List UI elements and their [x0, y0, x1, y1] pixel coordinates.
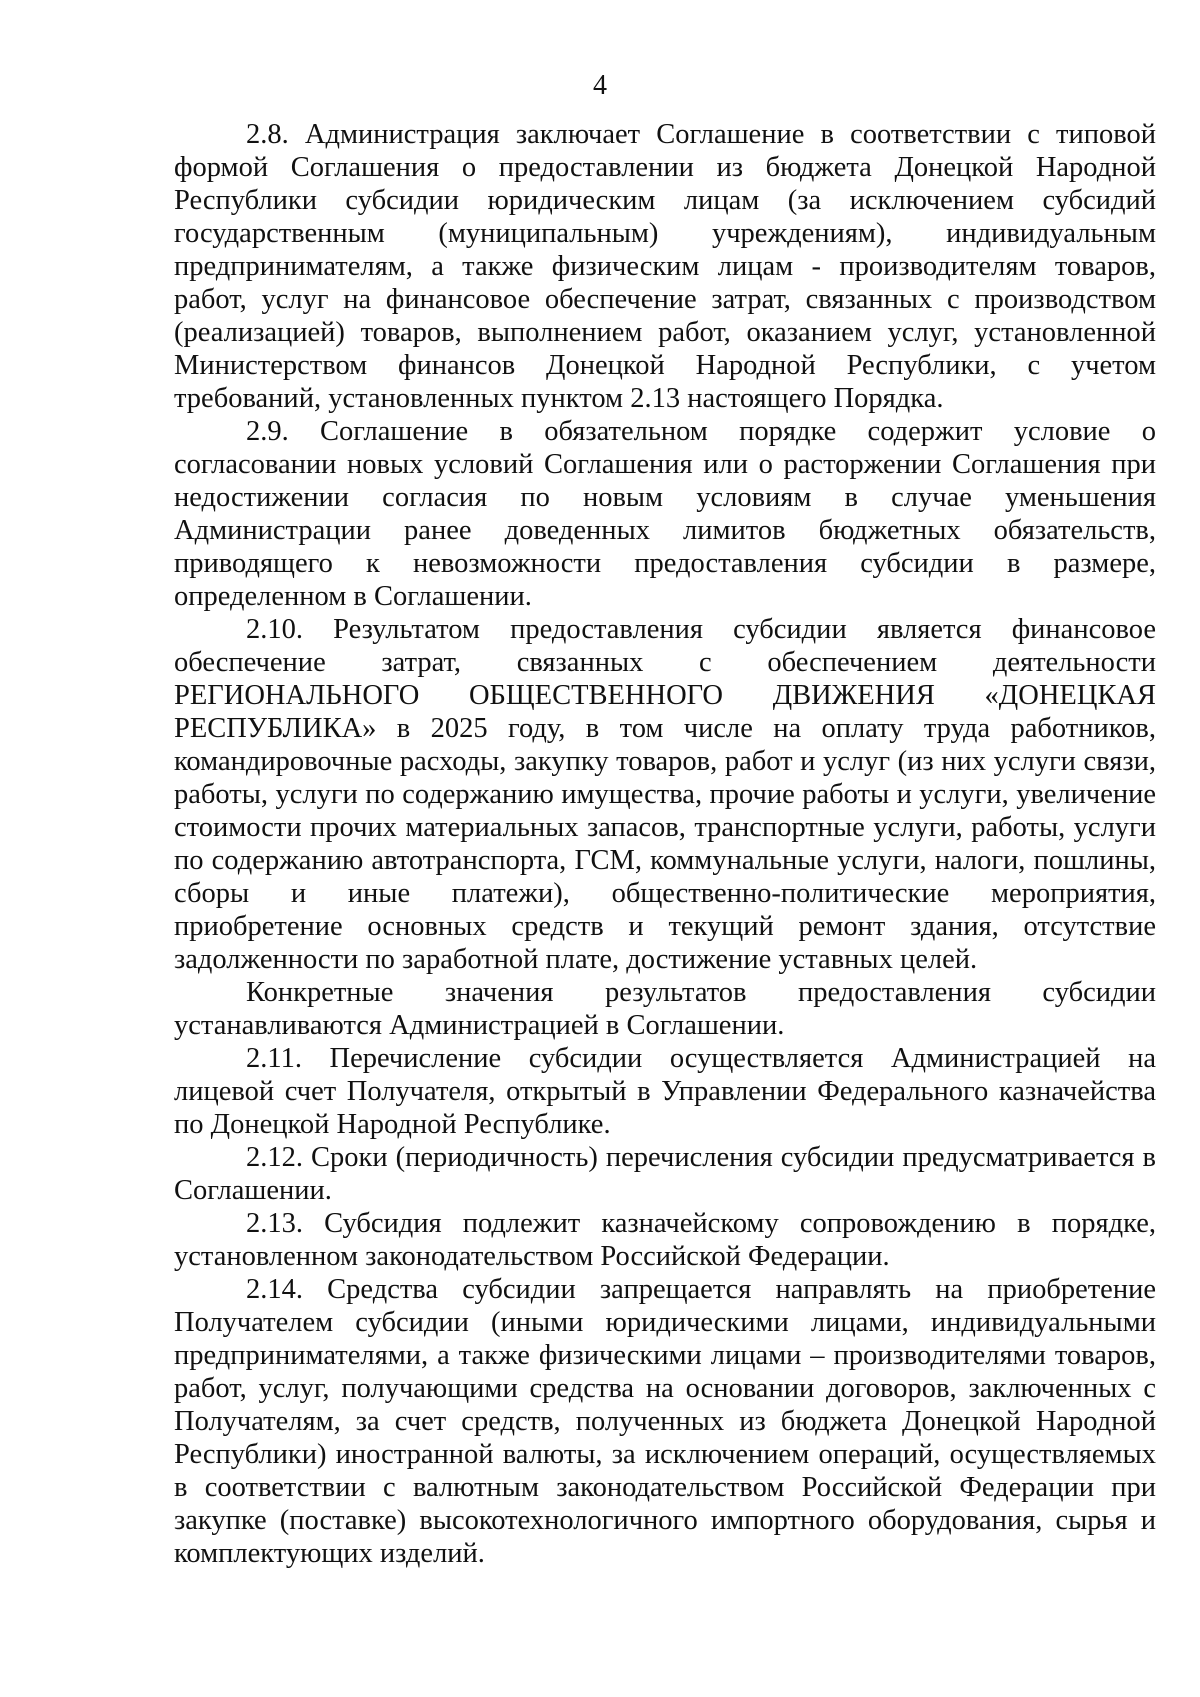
paragraph-2-13: 2.13. Субсидия подлежит казначейскому сопровождению в порядке, установленном законодательством Российской Федерации. [174, 1208, 1156, 1272]
page-number: 4 [593, 70, 607, 101]
paragraph-2-11: 2.11. Перечисление субсидии осуществляется Администрацией на лицевой счет Получателя, открытый в Управлении Федерального казначейства по Донецкой Народной Республике. [174, 1043, 1156, 1140]
paragraph-2-8: 2.8. Администрация заключает Соглашение в соответствии с типовой формой Соглашения о предоставлении из бюджета Донецкой Народной Республики субсидии юридическим лицам (за исключением субсидий государственным (муниципальным) учреждениям), индивидуальным предпринимателям, а также физическим лицам - производителям товаров, работ, услуг на финансовое обеспечение затрат, связанных с производством (реализацией) товаров, выполнением работ, оказанием услуг, установленной Министерством финансов Донецкой Народной Республики, с учетом требований, установленных пунктом 2.13 настоящего Порядка. [174, 119, 1156, 414]
document-body [174, 118, 1156, 1570]
paragraph-2-14: 2.14. Средства субсидии запрещается направлять на приобретение Получателем субсидии (иными юридическими лицами, индивидуальными предпринимателями, а также физическими лицами – производителями товаров, работ, услуг, получающими средства на основании договоров, заключенных с Получателям, за счет средств, полученных из бюджета Донецкой Народной Республики) иностранной валюты, за исключением операций, осуществляемых в соответствии с валютным законодательством Российской Федерации при закупке (поставке) высокотехнологичного импортного оборудования, сырья и комплектующих изделий. [174, 1274, 1156, 1569]
paragraph-2-10-results: Конкретные значения результатов предоставления субсидии устанавливаются Администрацией в Соглашении. [174, 977, 1156, 1041]
paragraph-2-10: 2.10. Результатом предоставления субсидии является финансовое обеспечение затрат, связанных с обеспечением деятельности РЕГИОНАЛЬНОГО ОБЩЕСТВЕННОГО ДВИЖЕНИЯ «ДОНЕЦКАЯ РЕСПУБЛИКА» в 2025 году, в том числе на оплату труда работников, командировочные расходы, закупку товаров, работ и услуг (из них услуги связи, работы, услуги по содержанию имущества, прочие работы и услуги, увеличение стоимости прочих материальных запасов, транспортные услуги, работы, услуги по содержанию автотранспорта, ГСМ, коммунальные услуги, налоги, пошлины, сборы и иные платежи), общественно-политические мероприятия, приобретение основных средств и текущий ремонт здания, отсутствие задолженности по заработной плате, достижение уставных целей. [174, 614, 1156, 975]
paragraph-2-12: 2.12. Сроки (периодичность) перечисления субсидии предусматривается в Соглашении. [174, 1142, 1156, 1206]
paragraph-2-9: 2.9. Соглашение в обязательном порядке содержит условие о согласовании новых условий Соглашения или о расторжении Соглашения при недостижении согласия по новым условиям в случае уменьшения Администрации ранее доведенных лимитов бюджетных обязательств, приводящего к невозможности предоставления субсидии в размере, определенном в Соглашении. [174, 416, 1156, 612]
